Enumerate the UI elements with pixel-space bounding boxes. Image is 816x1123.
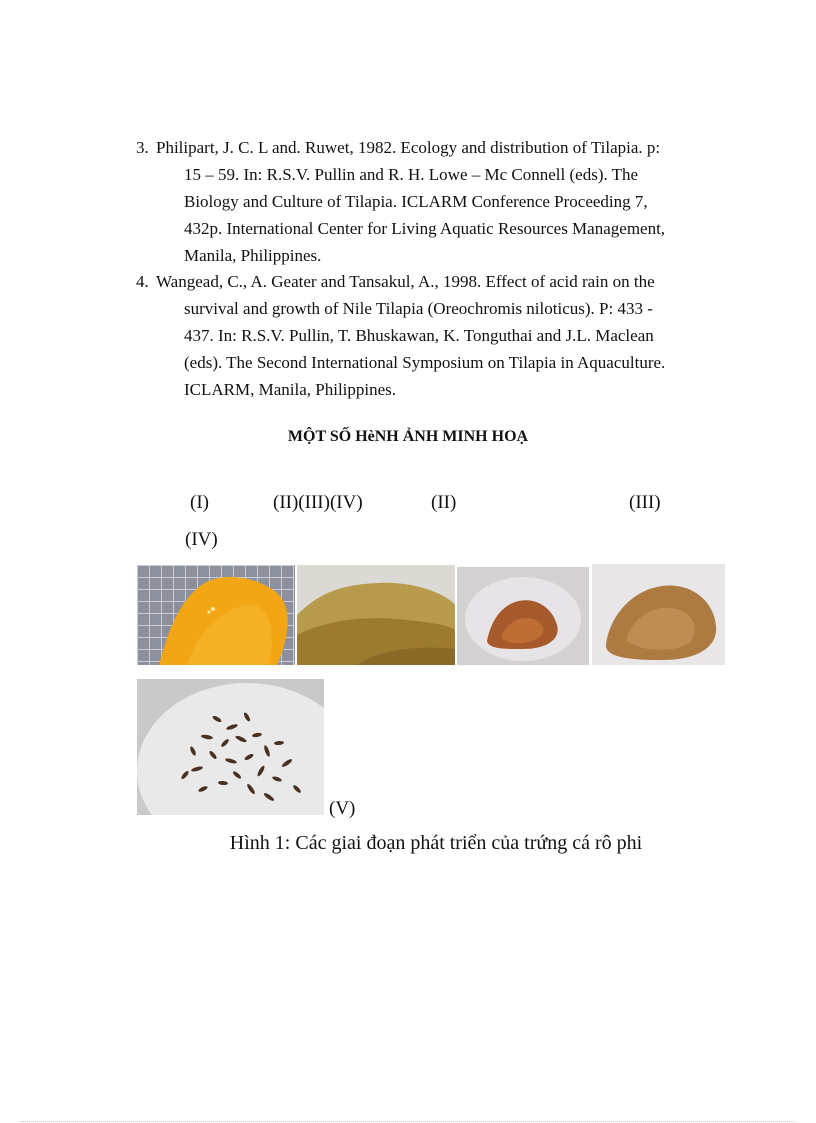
section-heading: MỘT SỐ HèNH ẢNH MINH HOẠ (287, 428, 529, 445)
reference-line: 432p. International Center for Living Aquatic Resources Management, (184, 219, 666, 238)
reference-line: (eds). The Second International Symposium on Tilapia in Aquaculture. (184, 353, 666, 372)
stage-iii-photo (457, 567, 589, 665)
stage-label-group: (II)(III)(IV) (273, 492, 363, 513)
stage-label-ii: (II) (431, 492, 457, 513)
stage-i-photo (137, 565, 295, 665)
page-bottom-divider (20, 1121, 796, 1122)
reference-number: 3. (136, 138, 149, 157)
stage-label-iv: (IV) (185, 529, 218, 550)
stage-label-v: (V) (329, 798, 356, 819)
reference-3 (136, 134, 738, 269)
figure-caption: Hình 1: Các giai đoạn phát triển của trứng cá rô phi (229, 832, 643, 854)
reference-line: 437. In: R.S.V. Pullin, T. Bhuskawan, K. Tonguthai and J.L. Maclean (184, 326, 654, 345)
reference-line: Wangead, C., A. Geater and Tansakul, A., 1998. Effect of acid rain on the (156, 272, 655, 291)
reference-line: ICLARM, Manila, Philippines. (184, 380, 397, 399)
reference-line: survival and growth of Nile Tilapia (Oreochromis niloticus). P: 433 - (184, 299, 653, 318)
reference-line: Biology and Culture of Tilapia. ICLARM Conference Proceeding 7, (184, 192, 648, 211)
reference-line: 15 – 59. In: R.S.V. Pullin and R. H. Lowe – Mc Connell (eds). The (184, 165, 639, 184)
stage-iv-photo (592, 564, 725, 665)
reference-number: 4. (136, 272, 149, 291)
stage-ii-photo (297, 565, 455, 665)
stage-label-iii: (III) (629, 492, 661, 513)
reference-line: Philipart, J. C. L and. Ruwet, 1982. Ecology and distribution of Tilapia. p: (156, 138, 661, 157)
stage-v-photo (137, 679, 324, 815)
reference-4 (136, 268, 738, 403)
stage-label-i: (I) (190, 492, 209, 513)
reference-line: Manila, Philippines. (184, 246, 322, 265)
